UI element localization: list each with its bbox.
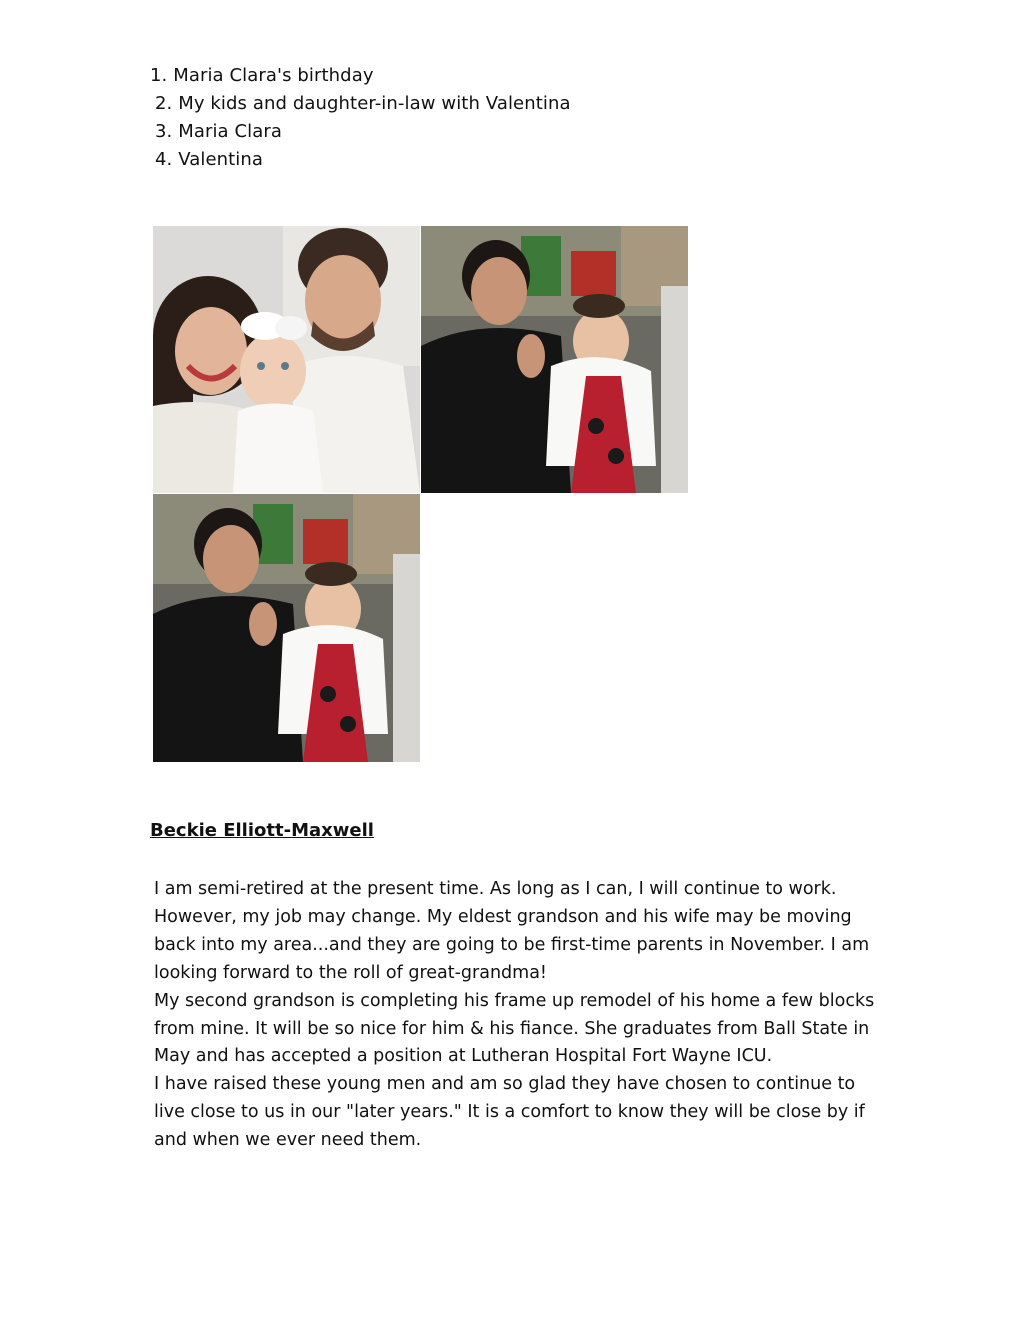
- narrative-paragraph: I have raised these young men and am so glad they have chosen to continue to live close to us in our "later years." It is a comfort to know they will be close by if and when we ever need them.: [154, 1074, 865, 1151]
- photo-man-with-baby: [421, 226, 688, 493]
- caption-item: 4. Valentina: [155, 149, 264, 170]
- photo-man-with-baby-image: [421, 226, 688, 493]
- narrative-paragraph: My second grandson is completing his frame up remodel of his home a few blocks from mine. It will be so nice for him & his fiance. She graduates from Ball State in May and has accepted a position at Lutheran Hospital Fort Wayne ICU.: [154, 990, 875, 1067]
- photo-couple-with-baby: [153, 226, 420, 493]
- author-heading: Beckie Elliott-Maxwell: [150, 820, 374, 841]
- author-narrative: [154, 876, 884, 1155]
- caption-item: 1. Maria Clara's birthday: [150, 65, 374, 86]
- caption-item: 2. My kids and daughter-in-law with Valentina: [155, 93, 571, 114]
- narrative-paragraph: I am semi-retired at the present time. As long as I can, I will continue to work. However, my job may change. My eldest grandson and his wife may be moving back into my area...and they are going to be first-time parents in November. I am looking forward to the roll of great-grandma!: [154, 879, 870, 983]
- photo-caption-list: [150, 62, 571, 174]
- caption-item: 3. Maria Clara: [155, 121, 283, 142]
- photo-man-with-baby-second-image: [153, 494, 420, 762]
- photo-man-with-baby-second: [153, 494, 420, 762]
- photo-couple-with-baby-image: [153, 226, 420, 493]
